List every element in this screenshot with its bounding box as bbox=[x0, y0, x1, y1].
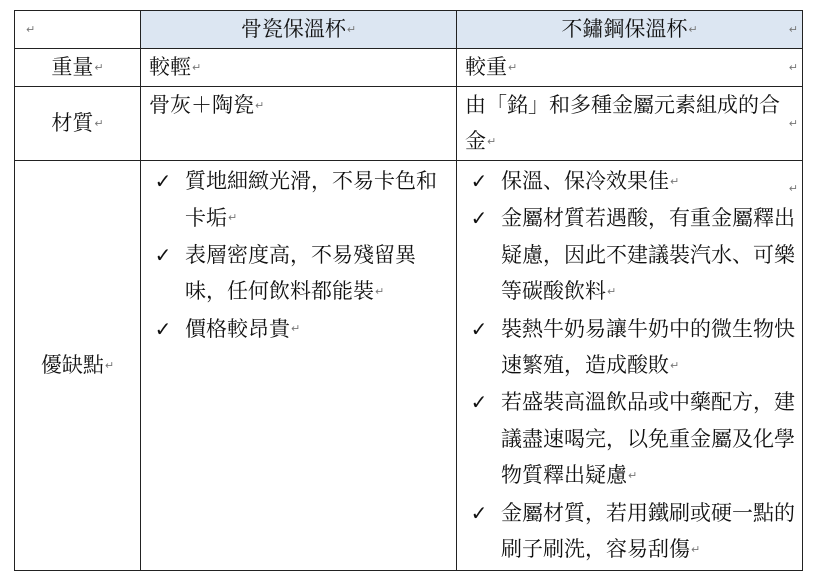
paragraph-mark: ↵ bbox=[487, 135, 497, 148]
paragraph-mark: ↵ bbox=[628, 469, 638, 482]
check-icon: ✓ bbox=[154, 242, 172, 267]
header-cell-empty bbox=[15, 11, 141, 49]
paragraph-mark: ↵ bbox=[255, 99, 265, 112]
row-end-mark: ↵ bbox=[788, 182, 798, 195]
header-stainless: 不鏽鋼保溫杯 bbox=[561, 17, 688, 41]
comparison-table bbox=[14, 10, 803, 571]
row-end-mark: ↵ bbox=[788, 60, 798, 74]
cell-material-bone-china: 骨灰＋陶瓷↵ bbox=[141, 87, 457, 161]
list-item: ✓ 若盛裝高溫飲品或中藥配方，建議盡速喝完，以免重金屬及化學物質釋出疑慮↵ bbox=[467, 384, 798, 494]
check-icon: ✓ bbox=[154, 316, 172, 341]
list-item: ✓ 裝熱牛奶易讓牛奶中的微生物快速繁殖，造成酸敗↵ bbox=[467, 311, 798, 385]
paragraph-mark: ↵ bbox=[94, 61, 104, 74]
weight-row bbox=[15, 49, 803, 87]
check-icon: ✓ bbox=[470, 206, 488, 231]
header-cell-bone-china bbox=[141, 11, 457, 49]
material-row bbox=[15, 87, 803, 161]
row-label-material: 材質↵ bbox=[15, 87, 141, 161]
paragraph-mark: ↵ bbox=[104, 359, 115, 373]
cell-weight-bone-china: 較輕↵ bbox=[141, 49, 457, 87]
check-icon: ✓ bbox=[154, 169, 172, 193]
list-item: ✓ 價格較昂貴↵ bbox=[151, 311, 452, 348]
check-icon: ✓ bbox=[470, 390, 488, 415]
row-end-mark: ↵ bbox=[788, 116, 798, 130]
list-item: ✓ 保溫、保冷效果佳↵ bbox=[467, 163, 798, 200]
paragraph-mark: ↵ bbox=[508, 61, 518, 74]
pros-cons-row bbox=[15, 161, 803, 571]
check-icon: ✓ bbox=[470, 500, 488, 525]
paragraph-mark: ↵ bbox=[688, 23, 698, 36]
list-item: ✓ 表層密度高，不易殘留異味，任何飲料都能裝↵ bbox=[151, 237, 452, 311]
paragraph-mark: ↵ bbox=[346, 23, 357, 36]
paragraph-mark: ↵ bbox=[607, 285, 617, 298]
cell-pros-cons-bone-china bbox=[141, 161, 457, 571]
paragraph-mark: ↵ bbox=[228, 211, 238, 225]
header-cell-stainless bbox=[457, 11, 803, 49]
header-row bbox=[15, 11, 803, 49]
list-item: ✓ 金屬材質若遇酸，有重金屬釋出疑慮，因此不建議裝汽水、可樂等碳酸飲料↵ bbox=[467, 200, 798, 310]
check-icon: ✓ bbox=[470, 316, 488, 341]
header-bone-china: 骨瓷保溫杯 bbox=[240, 17, 346, 41]
paragraph-mark: ↵ bbox=[670, 358, 680, 372]
paragraph-mark: ↵ bbox=[375, 285, 385, 298]
list-item: ✓ 質地細緻光滑，不易卡色和卡垢↵ bbox=[151, 163, 452, 237]
row-label-weight: 重量↵ bbox=[15, 49, 141, 87]
list-item: ✓ 金屬材質，若用鐵刷或硬一點的刷子刷洗，容易刮傷↵ bbox=[467, 495, 798, 569]
row-end-mark: ↵ bbox=[788, 22, 798, 36]
paragraph-mark: ↵ bbox=[691, 542, 701, 556]
cell-material-stainless: 由「銘」和多種金屬元素組成的合金↵ ↵ bbox=[457, 87, 803, 161]
paragraph-mark: ↵ bbox=[291, 322, 301, 336]
cell-weight-stainless: 較重↵ ↵ bbox=[457, 49, 803, 87]
row-label-pros-cons: 優缺點↵ bbox=[15, 161, 141, 571]
paragraph-mark: ↵ bbox=[26, 23, 36, 36]
paragraph-mark: ↵ bbox=[192, 61, 202, 74]
cell-pros-cons-stainless bbox=[457, 161, 803, 571]
paragraph-mark: ↵ bbox=[94, 117, 104, 130]
bone-china-bullet-list bbox=[141, 161, 456, 350]
check-icon: ✓ bbox=[470, 169, 488, 193]
stainless-bullet-list bbox=[457, 161, 802, 570]
paragraph-mark: ↵ bbox=[670, 174, 680, 188]
